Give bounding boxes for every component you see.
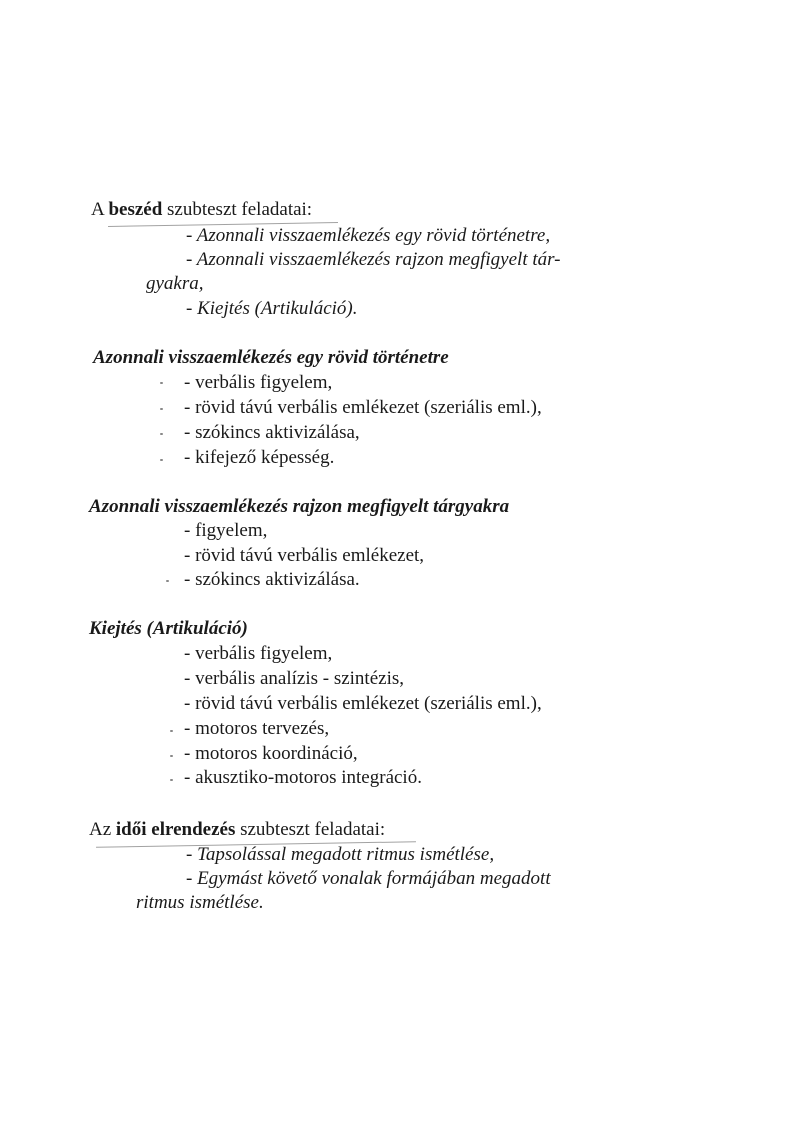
temporal-item: - Egymást követő vonalak formájában megadott	[186, 868, 551, 889]
pencil-mark	[160, 382, 163, 384]
speech-intro-rest: szubteszt feladatai:	[167, 199, 313, 220]
story-recall-item: - verbális figyelem,	[184, 372, 333, 393]
picture-recall-item: - figyelem,	[184, 520, 268, 541]
pencil-mark	[166, 580, 169, 582]
articulation-item: - rövid távú verbális emlékezet (szeriális eml.),	[184, 693, 542, 714]
temporal-intro-a: Az	[89, 819, 112, 840]
speech-item: - Kiejtés (Artikuláció).	[186, 298, 358, 319]
articulation-heading: Kiejtés (Artikuláció)	[89, 618, 248, 639]
pencil-mark	[160, 433, 163, 435]
speech-item: gyakra,	[146, 273, 204, 294]
temporal-item: - Tapsolással megadott ritmus ismétlése,	[186, 844, 495, 865]
story-recall-item: - szókincs aktivizálása,	[184, 422, 360, 443]
articulation-item: - motoros koordináció,	[184, 743, 358, 764]
speech-intro-a: A	[91, 199, 104, 220]
speech-item: - Azonnali visszaemlékezés egy rövid történetre,	[186, 225, 551, 246]
temporal-intro-bold: idői elrendezés	[115, 819, 236, 840]
pencil-mark	[160, 459, 163, 461]
articulation-item: - motoros tervezés,	[184, 718, 330, 739]
pencil-mark	[170, 779, 173, 781]
picture-recall-item: - szókincs aktivizálása.	[184, 569, 360, 590]
articulation-item: - akusztiko-motoros integráció.	[184, 767, 422, 788]
pencil-mark	[170, 730, 173, 732]
speech-item: - Azonnali visszaemlékezés rajzon megfigyelt tár-	[186, 249, 561, 270]
temporal-intro-rest: szubteszt feladatai:	[240, 819, 386, 840]
speech-intro	[91, 198, 312, 222]
articulation-item: - verbális analízis - szintézis,	[184, 668, 405, 689]
speech-intro-bold: beszéd	[108, 199, 163, 220]
pencil-mark	[160, 408, 163, 410]
story-recall-item: - rövid távú verbális emlékezet (szeriális eml.),	[184, 397, 542, 418]
pencil-mark	[170, 755, 173, 757]
story-recall-item: - kifejező képesség.	[184, 447, 335, 468]
temporal-intro	[89, 818, 385, 842]
picture-recall-heading: Azonnali visszaemlékezés rajzon megfigyelt tárgyakra	[89, 496, 510, 517]
picture-recall-item: - rövid távú verbális emlékezet,	[184, 545, 425, 566]
story-recall-heading: Azonnali visszaemlékezés egy rövid történetre	[93, 347, 449, 368]
articulation-item: - verbális figyelem,	[184, 643, 333, 664]
temporal-item: ritmus ismétlése.	[136, 892, 264, 913]
